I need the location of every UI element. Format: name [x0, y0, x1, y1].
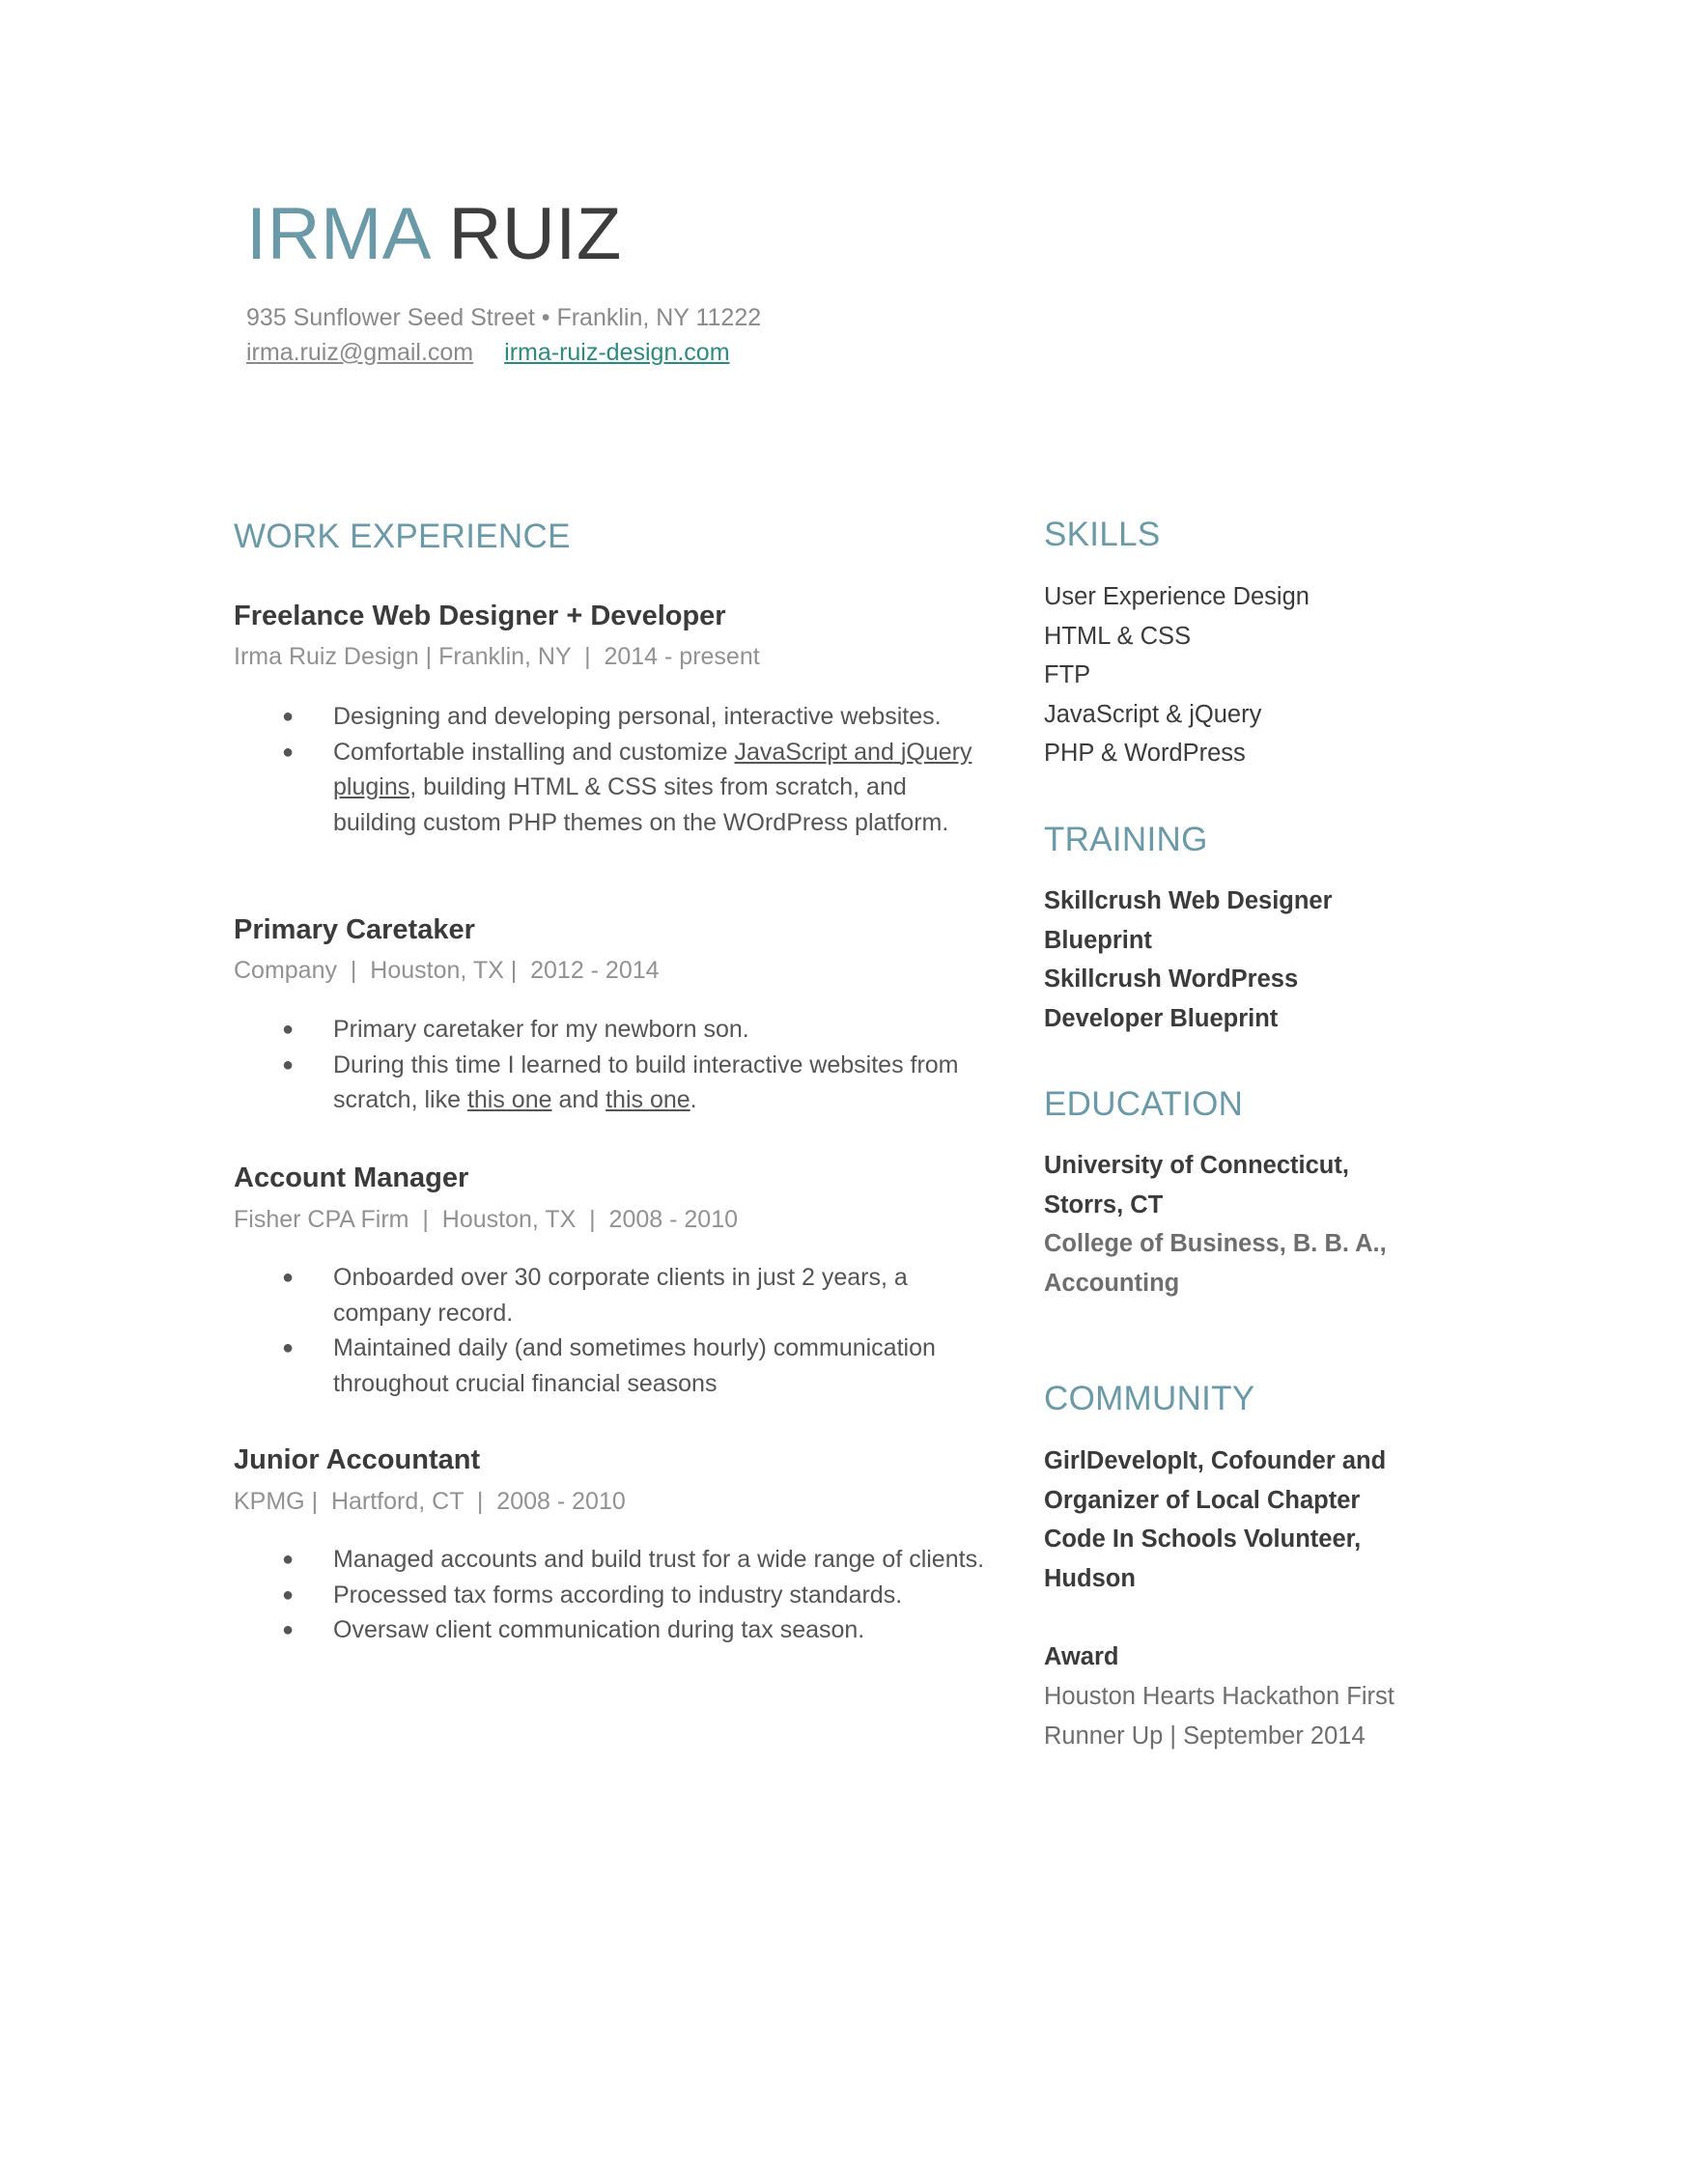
education-heading: EDUCATION [1044, 1085, 1244, 1123]
award-text: Houston Hearts Hackathon First Runner Up | September 2014 [1044, 1683, 1394, 1750]
job-title: Primary Caretaker [234, 914, 475, 945]
website-link[interactable]: irma-ruiz-design.com [504, 339, 730, 366]
job-title: Account Manager [234, 1162, 469, 1193]
list-item: ● Designing and developing personal, interactive websites. [234, 699, 987, 735]
list-item: ● Comfortable installing and customize JavaScript and jQuery plugins, building HTML & CSS sites from scratch, and building custom PHP themes on the WOrdPress platform. [234, 735, 987, 841]
job-meta: Fisher CPA Firm | Houston, TX | 2008 - 2010 [234, 1206, 738, 1233]
list-item: User Experience Design [1044, 583, 1310, 610]
address: 935 Sunflower Seed Street • Franklin, NY 11222 [246, 304, 762, 331]
contact-links [246, 339, 730, 367]
list-item: ● Primary caretaker for my newborn son. [234, 1012, 987, 1048]
job-bullets [234, 699, 987, 840]
last-name: RUIZ [448, 193, 622, 275]
jquery-plugins-link[interactable]: JavaScript and jQuery plugins [333, 738, 972, 800]
job-meta: Company | Houston, TX | 2012 - 2014 [234, 957, 660, 984]
first-name: IRMA [246, 193, 428, 275]
job-title: Freelance Web Designer + Developer [234, 601, 726, 631]
list-item: FTP [1044, 661, 1091, 688]
job-bullets [234, 1012, 987, 1118]
job-bullets [234, 1260, 987, 1401]
list-item: ● Onboarded over 30 corporate clients in just 2 years, a company record. [234, 1260, 987, 1330]
list-item: ● Processed tax forms according to industry standards. [234, 1578, 987, 1613]
award-label: Award [1044, 1643, 1119, 1670]
training-item: Skillcrush WordPress Developer Blueprint [1044, 966, 1299, 1032]
training-item: Skillcrush Web Designer Blueprint [1044, 887, 1333, 954]
list-item: JavaScript & jQuery [1044, 700, 1262, 728]
list-item: HTML & CSS [1044, 622, 1192, 650]
job-meta: Irma Ruiz Design | Franklin, NY | 2014 - present [234, 643, 760, 670]
portfolio-link-2[interactable]: this one [606, 1086, 690, 1113]
list-item: PHP & WordPress [1044, 740, 1246, 767]
list-item: ● During this time I learned to build interactive websites from scratch, like this one and this one. [234, 1048, 987, 1118]
job-meta: KPMG | Hartford, CT | 2008 - 2010 [234, 1488, 626, 1515]
skills-heading: SKILLS [1044, 516, 1161, 553]
skills-list [1044, 577, 1310, 773]
community-item: GirlDevelopIt, Cofounder and Organizer of Local Chapter [1044, 1447, 1387, 1514]
list-item: ● Maintained daily (and sometimes hourly) communication throughout crucial financial seasons [234, 1330, 987, 1401]
education-school: University of Connecticut, Storrs, CT [1044, 1152, 1349, 1218]
job-bullets [234, 1542, 987, 1648]
work-experience-heading: WORK EXPERIENCE [234, 518, 571, 555]
education-degree: College of Business, B. B. A., Accounting [1044, 1230, 1387, 1297]
job-title: Junior Accountant [234, 1444, 481, 1475]
email-link[interactable]: irma.ruiz@gmail.com [246, 339, 474, 366]
list-item: ● Oversaw client communication during tax season. [234, 1612, 987, 1648]
list-item: ● Managed accounts and build trust for a wide range of clients. [234, 1542, 987, 1578]
community-item: Code In Schools Volunteer, Hudson [1044, 1526, 1362, 1592]
community-heading: COMMUNITY [1044, 1380, 1255, 1417]
portfolio-link-1[interactable]: this one [466, 1086, 552, 1113]
training-heading: TRAINING [1044, 821, 1208, 858]
resume-name [246, 193, 622, 275]
